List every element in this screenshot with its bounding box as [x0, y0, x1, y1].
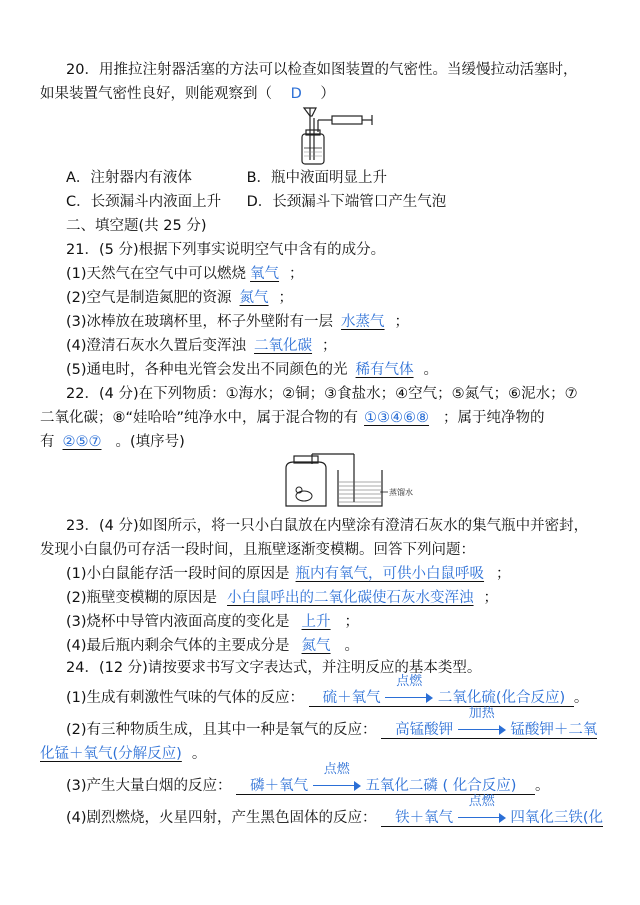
q21-item5-text: (5)通电时，各种电光管会发出不同颜色的光	[66, 362, 348, 378]
q24-item1-text: (1)生成有刺激性气味的气体的反应：	[66, 690, 305, 706]
q23-bottle-beaker-figure	[276, 452, 426, 510]
q23-item1-text: (1)小白鼠能存活一段时间的原因是	[66, 566, 290, 582]
q23-item2-text: (2)瓶壁变模糊的原因是	[66, 590, 218, 606]
q24-r2-right: 锰酸钾＋二氧	[510, 722, 598, 738]
q24-item3-text: (3)产生大量白烟的反应：	[66, 778, 232, 794]
q24-reaction4	[381, 794, 604, 827]
q22-answer1: ①③④⑥⑧	[364, 410, 430, 426]
q21-item1-text: (1)天然气在空气中可以燃烧	[66, 266, 247, 282]
q23-item4	[66, 636, 359, 656]
q21-item2-end: ；	[278, 290, 294, 306]
q22-line3-text: 有	[40, 434, 55, 450]
q24-item1-end: 。	[573, 690, 589, 706]
q23-item3-end: ；	[344, 614, 360, 630]
q23-answer4: 氮气	[301, 638, 331, 654]
q23-answer3: 上升	[301, 614, 331, 630]
q21-item3-end: ；	[394, 314, 410, 330]
q24-r3-condition: 点燃	[323, 762, 350, 777]
q24-r4-left: 铁＋氧气	[395, 810, 454, 826]
q24-r1-right: 二氧化硫(化合反应)	[437, 690, 566, 706]
q20-option-c: C．长颈漏斗内液面上升	[66, 194, 222, 210]
q24-r2-continuation: 化锰＋氧气(分解反应)	[40, 746, 182, 762]
q22-line2-end: ；属于纯净物的	[443, 410, 545, 426]
q20-line2	[40, 84, 335, 104]
q21-stem: 21．(5 分)根据下列事实说明空气中含有的成分。	[66, 242, 386, 258]
q23-answer2: 小白鼠呼出的二氧化碳使石灰水变浑浊	[227, 590, 474, 606]
q21-item3	[66, 312, 409, 332]
q20-line2-close: ）	[320, 86, 335, 102]
q21-answer2: 氮气	[239, 290, 269, 306]
q21-item1-end: ；	[289, 266, 304, 282]
q24-r2-left: 高锰酸钾	[395, 722, 454, 738]
q23-item3-text: (3)烧杯中导管内液面高度的变化是	[66, 614, 290, 630]
q23-answer1: 瓶内有氧气，可供小白鼠呼吸	[295, 566, 485, 582]
q21-item3-text: (3)冰棒放在玻璃杯里，杯子外壁附有一层	[66, 314, 334, 330]
q21-item4-text: (4)澄清石灰水久置后变浑浊	[66, 338, 247, 354]
q21-item4-end: ；	[322, 338, 337, 354]
q22-line2	[40, 408, 545, 428]
q21-item2-text: (2)空气是制造氮肥的资源	[66, 290, 232, 306]
q21-answer3: 水蒸气	[341, 314, 385, 330]
q20-option-b: B．瓶中液面明显上升	[246, 170, 388, 186]
q24-r3-right: 五氧化二磷 ( 化合反应)	[365, 778, 517, 794]
q21-item5	[66, 360, 438, 380]
q21-answer5: 稀有气体	[355, 362, 414, 378]
q24-reaction1	[309, 674, 574, 707]
q21-item1	[66, 264, 304, 284]
q24-r2-arrow	[458, 706, 506, 740]
q24-item2-cont	[40, 744, 206, 764]
q21-item5-end: 。	[423, 362, 439, 378]
q22-line3-end: 。(填序号)	[115, 434, 185, 450]
q24-r1-arrow	[385, 674, 433, 708]
q24-r4-right: 四氧化三铁(化	[510, 810, 604, 826]
q22-answer2: ②⑤⑦	[62, 434, 102, 450]
q20-options-ab	[66, 168, 387, 188]
q23-item1-end: ；	[496, 566, 511, 582]
q20-option-a: A．注射器内有液体	[66, 170, 192, 186]
q20-options-cd	[66, 192, 446, 212]
q24-item4	[66, 794, 604, 828]
q20-line1: 20．用推拉注射器活塞的方法可以检查如图装置的气密性。当缓慢拉动活塞时，	[66, 62, 578, 78]
q24-item2-end: 。	[191, 746, 207, 762]
q21-item4	[66, 336, 337, 356]
q23-item1	[66, 564, 511, 584]
q24-r4-arrow	[458, 794, 506, 828]
section-heading: 二、填空题(共 25 分)	[66, 218, 207, 234]
q22-figure-label: 蒸馏水	[389, 488, 413, 497]
q20-apparatus-figure	[296, 104, 376, 168]
q23-line2: 发现小白鼠仍可存活一段时间，且瓶壁逐渐变模糊。回答下列问题：	[40, 542, 475, 558]
q24-reaction2	[381, 706, 598, 739]
q24-r2-condition: 加热	[468, 706, 495, 721]
q21-answer4: 二氧化碳	[254, 338, 313, 354]
q21-answer1: 氧气	[250, 266, 280, 282]
q22-line3	[40, 432, 185, 452]
q24-r4-condition: 点燃	[468, 794, 495, 809]
q23-item4-text: (4)最后瓶内剩余气体的主要成分是	[66, 638, 290, 654]
q24-item4-text: (4)剧烈燃烧，火星四射，产生黑色固体的反应：	[66, 810, 377, 826]
q20-option-d: D．长颈漏斗下端管口产生气泡	[246, 194, 447, 210]
q24-item2-text: (2)有三种物质生成，且其中一种是氧气的反应：	[66, 722, 377, 738]
q22-line1: 22．(4 分)在下列物质：①海水；②铜；③食盐水；④空气；⑤氮气；⑥泥水；⑦	[66, 386, 578, 402]
q24-r3-left: 磷＋氧气	[250, 778, 309, 794]
q24-item1	[66, 674, 589, 708]
q22-line2-text: 二氧化碳；⑧“娃哈哈”纯净水中，属于混合物的有	[40, 410, 359, 426]
q23-item2	[66, 588, 498, 608]
q23-line1: 23．(4 分)如图所示，将一只小白鼠放在内壁涂有澄清石灰水的集气瓶中并密封，	[66, 518, 589, 534]
q21-item2	[66, 288, 293, 308]
q23-item2-end: ；	[483, 590, 499, 606]
q24-r1-condition: 点燃	[396, 674, 423, 689]
q24-stem: 24．(12 分)请按要求书写文字表达式，并注明反应的基本类型。	[66, 660, 482, 676]
q24-item3-end: 。	[535, 778, 550, 794]
q24-r3-arrow	[313, 762, 361, 796]
q24-r1-left: 硫＋氧气	[322, 690, 381, 706]
q20-line2-text: 如果装置气密性良好，则能观察到（	[40, 86, 272, 102]
q20-answer: D	[290, 86, 302, 102]
q23-item4-end: 。	[344, 638, 360, 654]
q23-item3	[66, 612, 359, 632]
q24-item2	[66, 706, 598, 740]
